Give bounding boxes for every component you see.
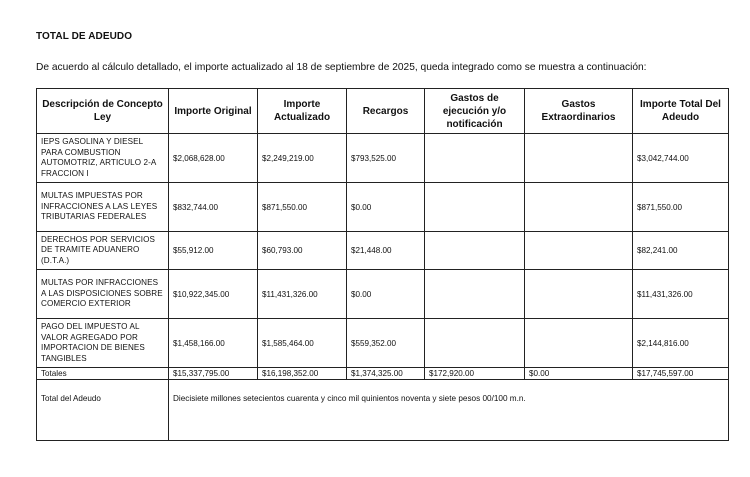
gastos-extra-cell	[525, 232, 633, 270]
header-gastos-ejecucion: Gastos de ejecución y/o notificación	[425, 89, 525, 134]
header-concepto: Descripción de Concepto Ley	[37, 89, 169, 134]
header-importe-total: Importe Total Del Adeudo	[633, 89, 729, 134]
actualizado-cell: $1,585,464.00	[258, 319, 347, 368]
header-recargos: Recargos	[347, 89, 425, 134]
table-row	[37, 319, 729, 368]
actualizado-cell: $11,431,326.00	[258, 270, 347, 319]
totals-label: Totales	[37, 368, 169, 380]
intro-paragraph: De acuerdo al cálculo detallado, el importe actualizado al 18 de septiembre de 2025, queda integrado como se muestra a continuación:	[36, 62, 647, 73]
original-cell: $10,922,345.00	[169, 270, 258, 319]
gastos-extra-cell	[525, 270, 633, 319]
table-row	[37, 183, 729, 232]
gastos-extra-cell	[525, 134, 633, 183]
concept-cell: DERECHOS POR SERVICIOS DE TRAMITE ADUANERO (D.T.A.)	[37, 232, 169, 270]
document-title: TOTAL DE ADEUDO	[36, 31, 133, 42]
concept-cell: IEPS GASOLINA Y DIESEL PARA COMBUSTION AUTOMOTRIZ, ARTICULO 2-A FRACCION I	[37, 134, 169, 183]
table-header-row	[37, 89, 729, 134]
total-adeudo-words: Diecisiete millones setecientos cuarenta y cinco mil quinientos noventa y siete pesos 00/100 m.n.	[169, 380, 729, 441]
actualizado-cell: $2,249,219.00	[258, 134, 347, 183]
recargos-cell: $0.00	[347, 183, 425, 232]
gastos-ejecucion-cell	[425, 319, 525, 368]
concept-cell: PAGO DEL IMPUESTO AL VALOR AGREGADO POR IMPORTACION DE BIENES TANGIBLES	[37, 319, 169, 368]
table-row	[37, 232, 729, 270]
actualizado-cell: $871,550.00	[258, 183, 347, 232]
totals-gastos-extra: $0.00	[525, 368, 633, 380]
totals-total: $17,745,597.00	[633, 368, 729, 380]
totals-original: $15,337,795.00	[169, 368, 258, 380]
original-cell: $55,912.00	[169, 232, 258, 270]
actualizado-cell: $60,793.00	[258, 232, 347, 270]
total-cell: $82,241.00	[633, 232, 729, 270]
totals-gastos-ejecucion: $172,920.00	[425, 368, 525, 380]
debt-table	[36, 88, 729, 441]
recargos-cell: $559,352.00	[347, 319, 425, 368]
total-adeudo-row	[37, 380, 729, 441]
total-cell: $871,550.00	[633, 183, 729, 232]
concept-cell: MULTAS IMPUESTAS POR INFRACCIONES A LAS LEYES TRIBUTARIAS FEDERALES	[37, 183, 169, 232]
header-importe-original: Importe Original	[169, 89, 258, 134]
gastos-ejecucion-cell	[425, 270, 525, 319]
original-cell: $832,744.00	[169, 183, 258, 232]
total-adeudo-label: Total del Adeudo	[37, 380, 169, 441]
table-row	[37, 270, 729, 319]
totals-recargos: $1,374,325.00	[347, 368, 425, 380]
gastos-extra-cell	[525, 183, 633, 232]
total-cell: $11,431,326.00	[633, 270, 729, 319]
recargos-cell: $793,525.00	[347, 134, 425, 183]
gastos-ejecucion-cell	[425, 134, 525, 183]
table-row	[37, 134, 729, 183]
concept-cell: MULTAS POR INFRACCIONES A LAS DISPOSICIONES SOBRE COMERCIO EXTERIOR	[37, 270, 169, 319]
gastos-extra-cell	[525, 319, 633, 368]
gastos-ejecucion-cell	[425, 183, 525, 232]
header-importe-actualizado: Importe Actualizado	[258, 89, 347, 134]
recargos-cell: $0.00	[347, 270, 425, 319]
gastos-ejecucion-cell	[425, 232, 525, 270]
total-cell: $2,144,816.00	[633, 319, 729, 368]
totals-row	[37, 368, 729, 380]
header-gastos-extraordinarios: Gastos Extraordinarios	[525, 89, 633, 134]
totals-actualizado: $16,198,352.00	[258, 368, 347, 380]
recargos-cell: $21,448.00	[347, 232, 425, 270]
original-cell: $2,068,628.00	[169, 134, 258, 183]
total-cell: $3,042,744.00	[633, 134, 729, 183]
original-cell: $1,458,166.00	[169, 319, 258, 368]
